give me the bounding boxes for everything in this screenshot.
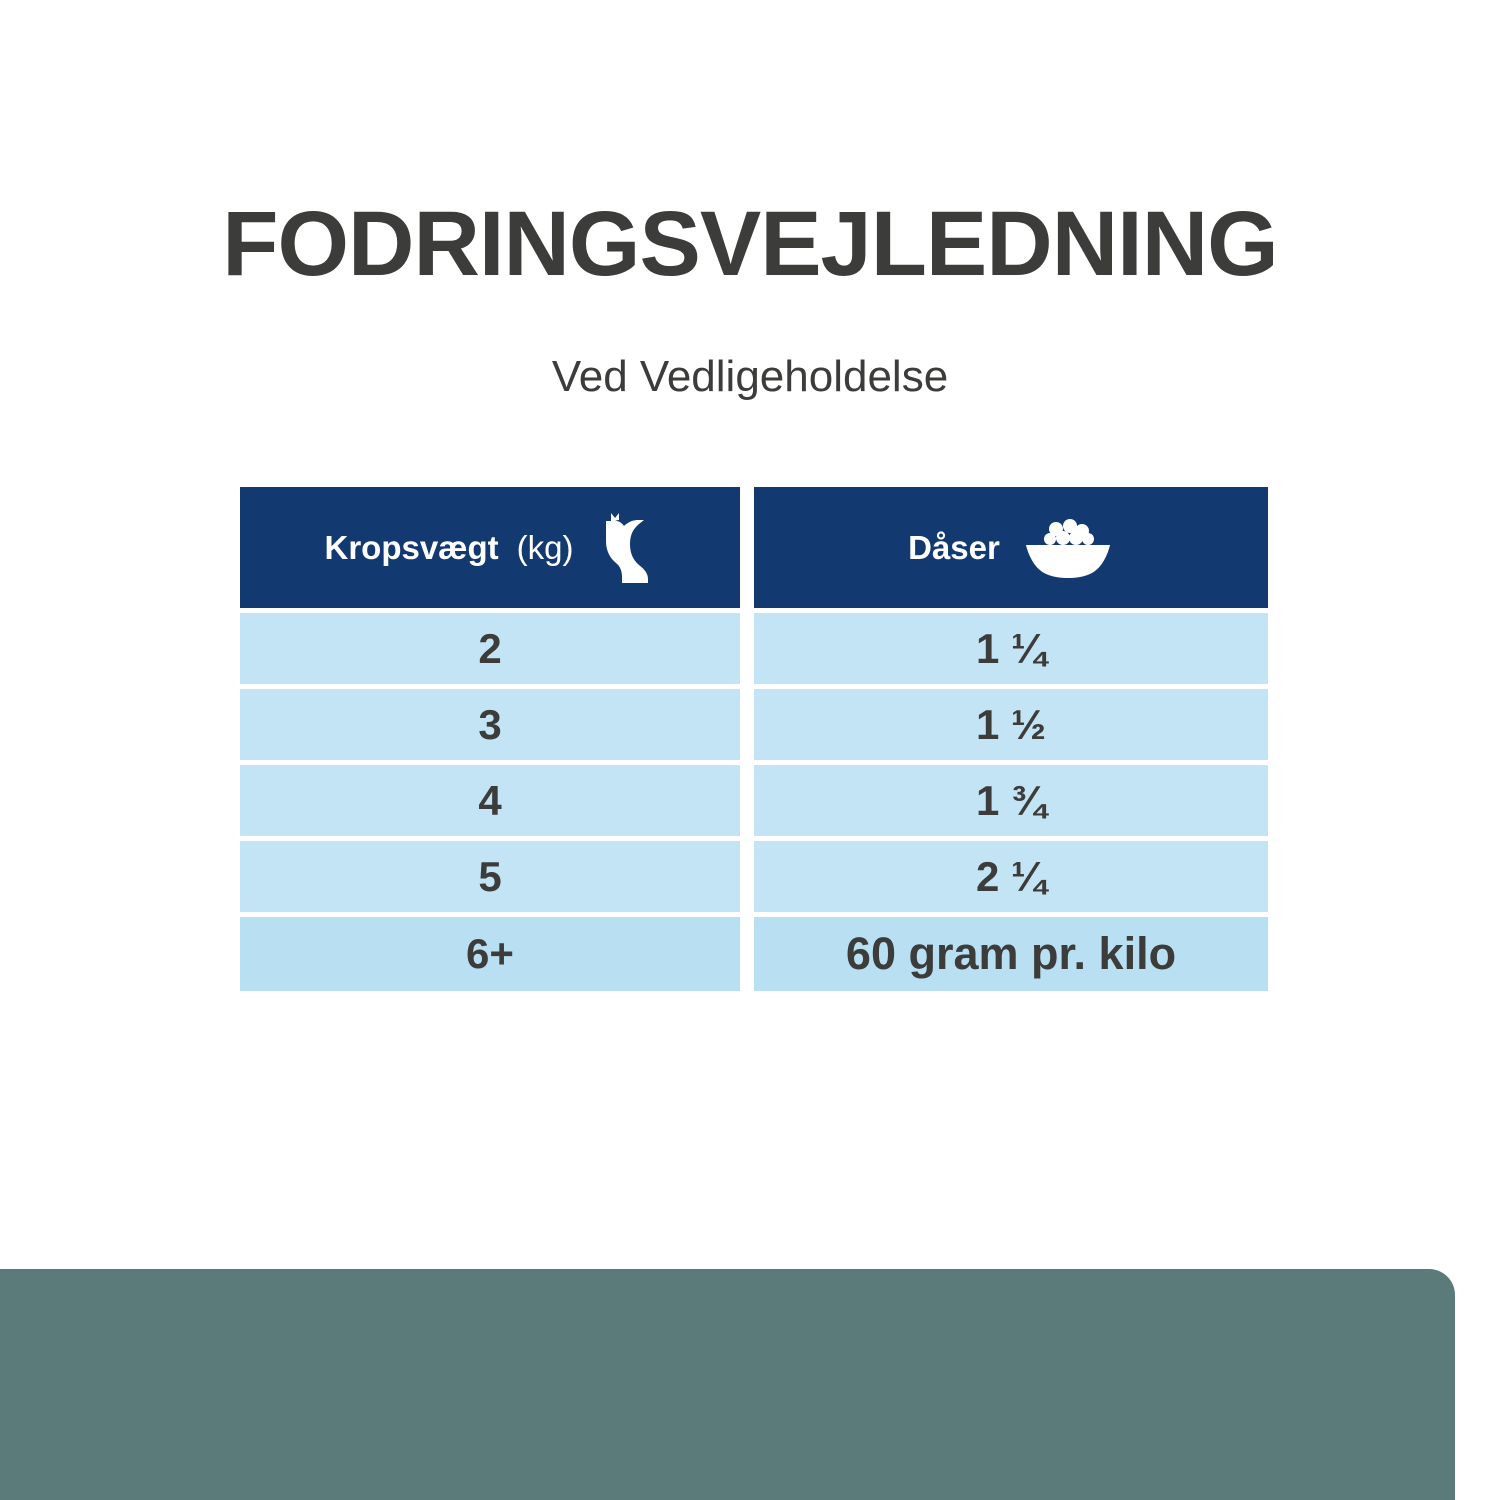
table-header-bodyweight bbox=[240, 487, 740, 608]
table-header-cans-label: Dåser bbox=[908, 528, 1000, 566]
page-subtitle: Ved Vedligeholdelse bbox=[551, 352, 949, 401]
feeding-table bbox=[240, 487, 1268, 991]
table-header-row bbox=[240, 487, 1268, 608]
table-header-cans bbox=[754, 487, 1268, 608]
cell-cans: 1 ¾ bbox=[754, 765, 1268, 836]
cell-cans: 2 ¼ bbox=[754, 841, 1268, 912]
cell-bodyweight: 5 bbox=[240, 841, 740, 912]
table-header-bodyweight-label: Kropsvægt bbox=[324, 528, 499, 566]
cell-bodyweight: 2 bbox=[240, 613, 740, 684]
footer-band bbox=[0, 1269, 1455, 1500]
cell-cans: 60 gram pr. kilo bbox=[754, 917, 1268, 991]
cell-bodyweight: 3 bbox=[240, 689, 740, 760]
table-row bbox=[240, 689, 1268, 760]
cell-bodyweight: 4 bbox=[240, 765, 740, 836]
table-row bbox=[240, 613, 1268, 684]
table-row bbox=[240, 917, 1268, 991]
table-row bbox=[240, 765, 1268, 836]
page-title: FODRINGSVEJLEDNING bbox=[222, 193, 1278, 295]
cell-cans: 1 ½ bbox=[754, 689, 1268, 760]
cat-icon bbox=[592, 511, 656, 585]
table-header-bodyweight-unit: (kg) bbox=[516, 528, 574, 566]
food-bowl-icon bbox=[1018, 517, 1114, 579]
cell-bodyweight: 6+ bbox=[240, 917, 740, 991]
table-row bbox=[240, 841, 1268, 912]
cell-cans: 1 ¼ bbox=[754, 613, 1268, 684]
